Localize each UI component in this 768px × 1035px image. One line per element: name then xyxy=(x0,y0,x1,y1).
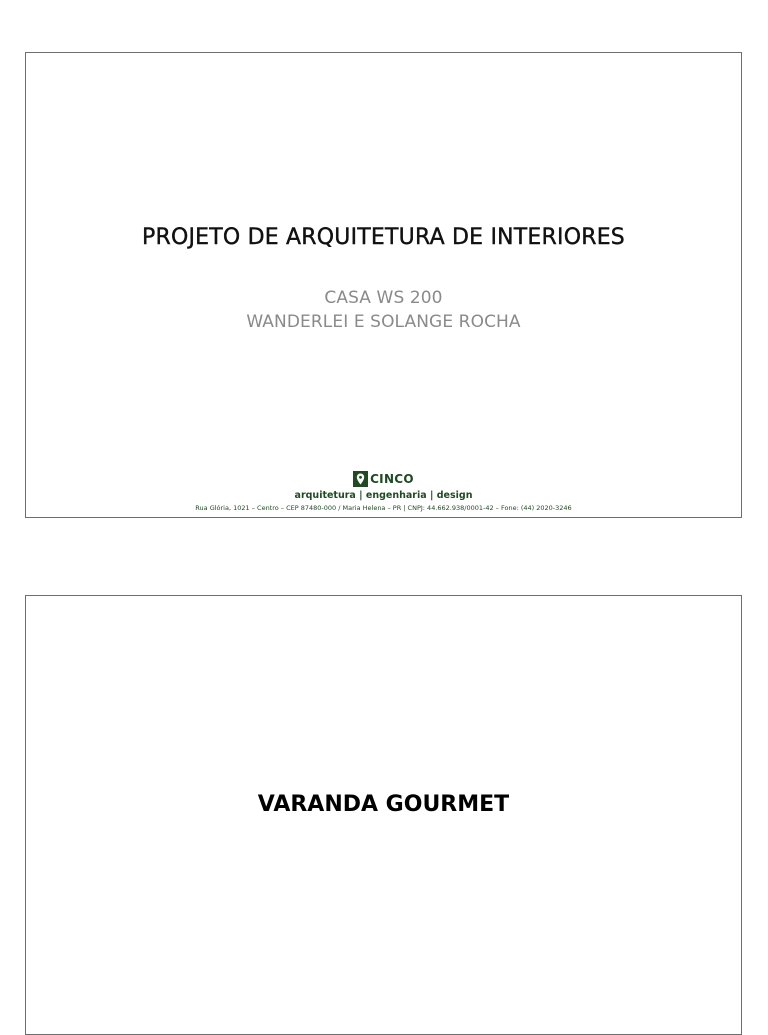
cover-slide xyxy=(25,52,742,518)
company-address: Rua Glória, 1021 – Centro – CEP 87480-000 / Maria Helena – PR | CNPJ: 44.662.938/0001-42 – Fone: (44) 2020-3246 xyxy=(195,504,572,512)
client-name: WANDERLEI E SOLANGE ROCHA xyxy=(246,312,521,332)
project-code: CASA WS 200 xyxy=(324,288,443,308)
section-slide xyxy=(25,595,742,1035)
company-logo xyxy=(26,470,741,489)
project-title: PROJETO DE ARQUITETURA DE INTERIORES xyxy=(142,225,625,250)
company-tagline: arquitetura | engenharia | design xyxy=(294,490,473,501)
logo-mark-icon xyxy=(353,471,368,487)
section-title: VARANDA GOURMET xyxy=(257,792,510,817)
logo-name: CINCO xyxy=(370,472,414,486)
